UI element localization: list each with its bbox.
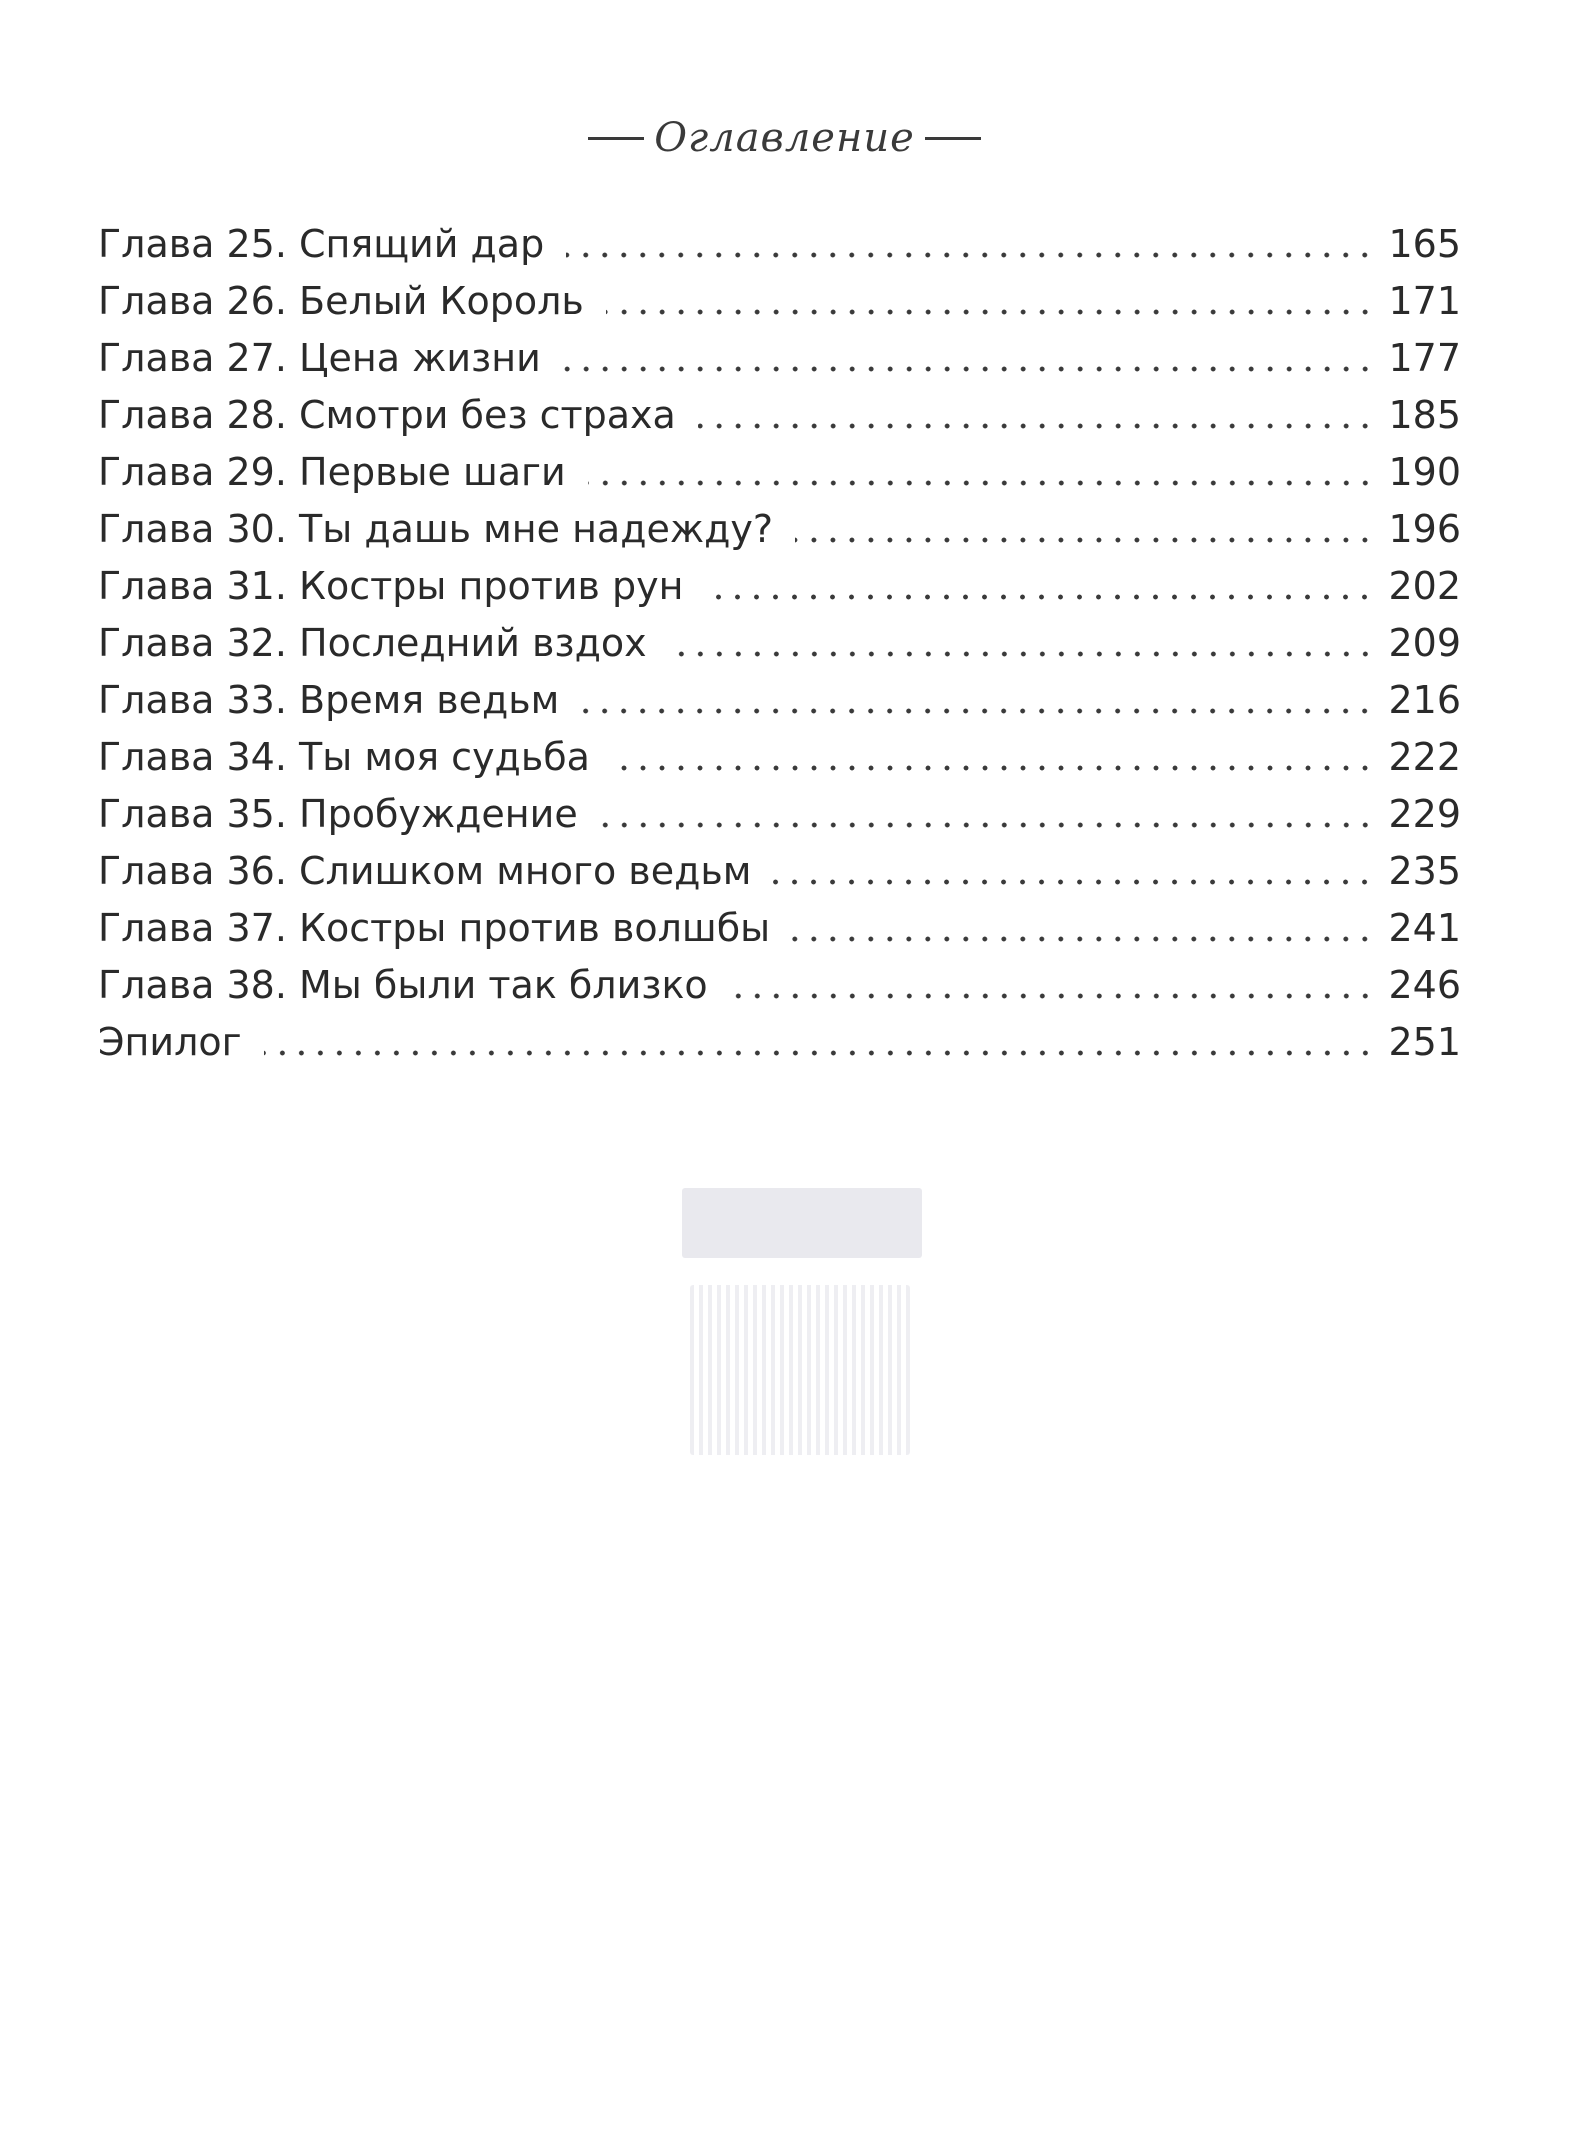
toc-entry[interactable] xyxy=(98,216,1461,273)
toc-entry-title: Глава 38. Мы были так близко xyxy=(98,963,708,1007)
toc-entry-title: Глава 29. Первые шаги xyxy=(98,450,566,494)
dot-leader xyxy=(795,535,1374,545)
toc-entry[interactable] xyxy=(98,273,1461,330)
toc-entry-page: 202 xyxy=(1388,564,1461,608)
toc-entry-title: Глава 31. Костры против рун xyxy=(98,564,684,608)
dot-leader xyxy=(264,1048,1375,1058)
bleed-through-barcode xyxy=(682,1188,922,1258)
toc-entry-page: 229 xyxy=(1388,792,1461,836)
dot-leader xyxy=(705,592,1374,602)
toc-entry[interactable] xyxy=(98,1014,1461,1071)
header-right-dash xyxy=(925,137,981,140)
dot-leader xyxy=(669,649,1375,659)
toc-entry-title: Глава 34. Ты моя судьба xyxy=(98,735,590,779)
dot-leader xyxy=(563,364,1375,374)
dot-leader xyxy=(581,706,1374,716)
dot-leader xyxy=(698,421,1375,431)
page-header xyxy=(0,108,1569,168)
toc-entry-page: 171 xyxy=(1388,279,1461,323)
toc-entry-page: 235 xyxy=(1388,849,1461,893)
toc-entry[interactable] xyxy=(98,615,1461,672)
toc-entry-page: 177 xyxy=(1388,336,1461,380)
toc-entry-page: 209 xyxy=(1388,621,1461,665)
toc-entry-title: Глава 27. Цена жизни xyxy=(98,336,541,380)
toc-entry-title: Глава 32. Последний вздох xyxy=(98,621,647,665)
toc-entry-page: 190 xyxy=(1388,450,1461,494)
toc-entry[interactable] xyxy=(98,900,1461,957)
toc-entry-title: Глава 37. Костры против волшбы xyxy=(98,906,771,950)
dot-leader xyxy=(773,877,1374,887)
toc-entry-page: 246 xyxy=(1388,963,1461,1007)
dot-leader xyxy=(730,991,1375,1001)
toc-entry-page: 185 xyxy=(1388,393,1461,437)
page-title: Оглавление xyxy=(654,115,915,161)
dot-leader xyxy=(612,763,1375,773)
toc-entry-title: Глава 30. Ты дашь мне надежду? xyxy=(98,507,774,551)
toc-entry-title: Глава 26. Белый Король xyxy=(98,279,584,323)
toc-entry-title: Глава 33. Время ведьм xyxy=(98,678,560,722)
toc-entry-title: Глава 35. Пробуждение xyxy=(98,792,578,836)
toc-entry[interactable] xyxy=(98,330,1461,387)
toc-entry[interactable] xyxy=(98,558,1461,615)
table-of-contents xyxy=(98,216,1461,1071)
toc-entry-title: Глава 36. Слишком много ведьм xyxy=(98,849,752,893)
dot-leader xyxy=(588,478,1375,488)
toc-entry[interactable] xyxy=(98,786,1461,843)
toc-entry[interactable] xyxy=(98,387,1461,444)
toc-entry[interactable] xyxy=(98,672,1461,729)
toc-entry-title: Эпилог xyxy=(98,1020,242,1064)
header-left-dash xyxy=(588,137,644,140)
dot-leader xyxy=(600,820,1375,830)
toc-entry-page: 251 xyxy=(1388,1020,1461,1064)
toc-entry-title: Глава 28. Смотри без страха xyxy=(98,393,676,437)
toc-entry-title: Глава 25. Спящий дар xyxy=(98,222,545,266)
toc-entry[interactable] xyxy=(98,501,1461,558)
toc-entry[interactable] xyxy=(98,729,1461,786)
dot-leader xyxy=(566,250,1374,260)
toc-entry-page: 216 xyxy=(1388,678,1461,722)
bleed-through-barcode-lines xyxy=(690,1285,910,1455)
toc-entry-page: 241 xyxy=(1388,906,1461,950)
toc-entry[interactable] xyxy=(98,444,1461,501)
toc-entry-page: 222 xyxy=(1388,735,1461,779)
dot-leader xyxy=(606,307,1375,317)
dot-leader xyxy=(792,934,1374,944)
toc-entry-page: 196 xyxy=(1388,507,1461,551)
toc-entry[interactable] xyxy=(98,957,1461,1014)
toc-entry[interactable] xyxy=(98,843,1461,900)
toc-entry-page: 165 xyxy=(1388,222,1461,266)
